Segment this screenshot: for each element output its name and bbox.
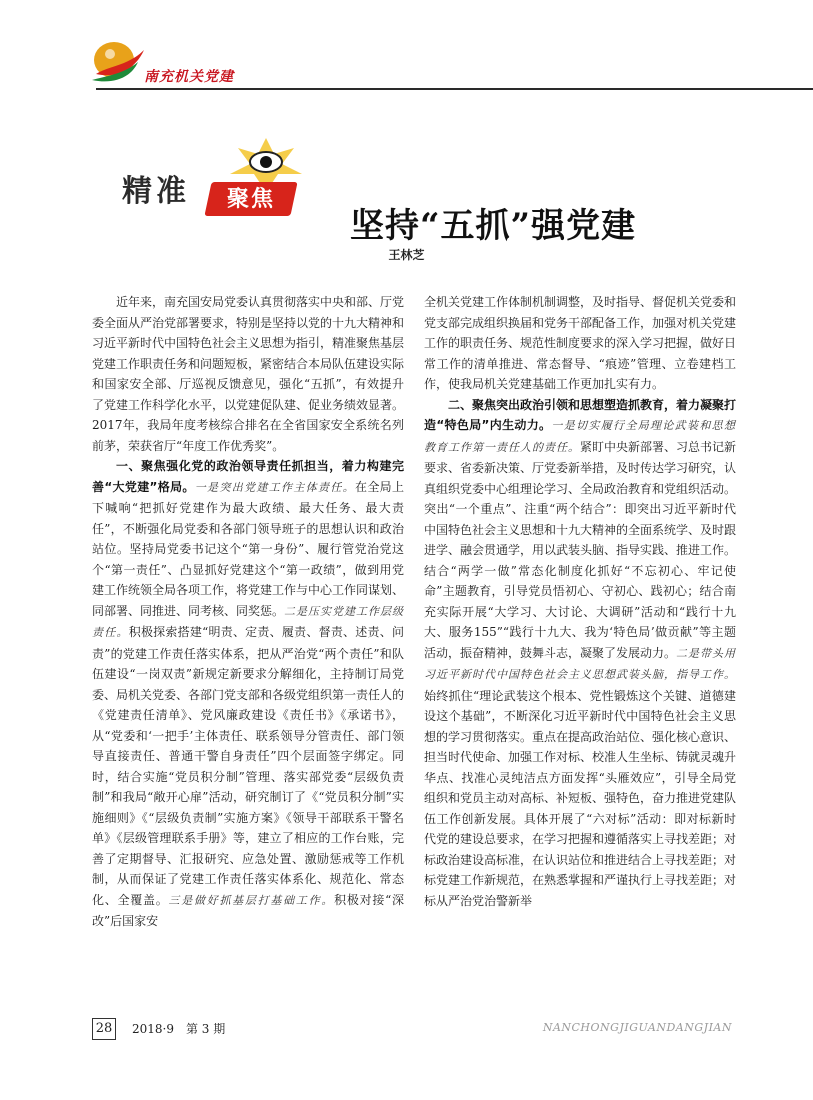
- party-emblem-logo: [88, 36, 148, 88]
- paragraph: 二、聚焦突出政治引领和思想塑造抓教育，着力凝聚打造“特色局”内生动力。一是切实履行全局理论武装和思想教育工作第一责任人的责任。紧盯中央新部署、习总书记新要求、省委新决策、厅党委新举措，及时传达学习研究，认真组织党委中心组理论学习、全局政治教育和党组织活动。突出“一个重点”、注重“两个结合”：即突出习近平新时代中国特色社会主义思想和十九大精神的全面系统学、及时跟进学、融会贯通学，用以武装头脑、指导实践、推进工作。结合“两学一做”常态化制度化抓好“不忘初心、牢记使命”主题教育，引导党员悟初心、守初心、践初心；结合南充实际开展“大学习、大讨论、大调研”活动和“践行十九大、服务155”“践行十九大、我为‘特色局’做贡献”等主题活动，振奋精神，鼓舞斗志，凝聚了发展动力。二是带头用习近平新时代中国特色社会主义思想武装头脑，指导工作。始终抓住“理论武装这个根本、党性锻炼这个关键、道德建设这个基础”，不断深化习近平新时代中国特色社会主义思想的学习贯彻落实。重点在提高政治站位、强化核心意识、担当时代使命、加强工作对标、校准人生坐标、铸就灵魂升华点、找准心灵纯洁点方面发挥“头雁效应”，引导全局党组织和党员主动对高标、补短板、强特色，奋力推进党建队伍工作创新发展。具体开展了“六对标”活动：即对标新时代党的建设总要求，在学习把握和遵循落实上寻找差距；对标政治建设高标准，在认识站位和推进结合上寻找差距；对标党建工作新规范，在熟悉掌握和严谨执行上寻找差距；对标从严治党治警新举: [424, 397, 737, 908]
- page-footer: [92, 1018, 732, 1042]
- paragraph: 一、聚焦强化党的政治领导责任抓担当，着力构建完善“大党建”格局。一是突出党建工作主体责任。在全局上下喊响“把抓好党建作为最大政绩、最大任务、最大责任”，不断强化局党委和各部门领导班子的思想认识和政治站位。坚持局党委书记这个“第一身份”、履行管党治党这个“第一责任”、凸显抓好党建这个“第一政绩”，做到用党建工作统领全局各项工作，将党建工作与中心工作同谋划、同部署、同推进、同考核、同奖惩。二是压实党建工作层级责任。积极探索搭建“明责、定责、履责、督责、述责、问责”的党建工作责任落实体系，把从严治党“两个责任”和队伍建设“一岗双责”新规定新要求分解细化，主持制订局党委、局机关党委、各部门党支部和各级党组织第一责任人的《党建责任清单》、党风廉政建设《责任书》《承诺书》，从“党委和‘一把手’主体责任、联系领导分管责任、部门领导直接责任、普通干警自身责任”四个层面签字绑定。同时，结合实施“党员积分制”管理、落实部党委“层级负责制”和我局“敞开心扉”活动，研究制订了《“党员积分制”实施细则》《“层级负责制”实施方案》《领导干部联系干警名单》《层级管理联系手册》等，建立了相应的工作台账，完善了定期督导、汇报研究、应急处置、激励惩戒等工作机制，从而保证了党建工作责任落实体系化、规范化、常态化、全覆盖。三是做好抓基层打基础工作。积极对接“深改”后国家安: [92, 459, 405, 928]
- sub-point: 二是带头用习近平新时代中国特色社会主义思想武装头脑，指导工作。: [424, 646, 737, 681]
- body-column-left: [92, 292, 404, 932]
- sub-point: 二是压实党建工作层级责任。: [92, 604, 405, 639]
- column-name: 精准: [122, 174, 190, 209]
- paragraph: 近年来，南充国安局党委认真贯彻落实中央和部、厅党委全面从严治党部署要求，特别是坚持以党的十九大精神和习近平新时代中国特色社会主义思想为指引，精准聚焦基层党建工作职责任务和问题短板，紧密结合本局队伍建设实际和国家安全部、厅巡视反馈意见，强化“五抓”，有效提升了党建工作科学化水平，以党建促队建、促业务绩效显著。2017年，我局年度考核综合排名在全省国家安全系统名列前茅，荣获省厅“年度工作优秀奖”。: [92, 295, 405, 453]
- issue-info: 2018·9 第 3 期: [132, 1022, 226, 1036]
- section-heading: 二、聚焦突出政治引领和思想塑造抓教育，着力凝聚打造“特色局”内生动力。: [424, 397, 737, 432]
- masthead-title: 南充机关党建: [144, 69, 234, 85]
- page-number: 28: [92, 1018, 116, 1040]
- focus-badge: 聚焦: [204, 182, 297, 216]
- page-header: [88, 36, 813, 96]
- sub-point: 一是切实履行全局理论武装和思想教育工作第一责任人的责任。: [424, 419, 736, 454]
- sub-point: 一是突出党建工作主体责任。: [194, 480, 355, 494]
- sub-point: 三是做好抓基层打基础工作。: [168, 893, 335, 907]
- paragraph: 全机关党建工作体制机制调整，及时指导、督促机关党委和党支部完成组织换届和党务干部配备工作，加强对机关党建工作的职责任务、规范性制度要求的深入学习把握，做好日常工作的清单推进、常态督导、“痕迹”管理、立卷建档工作，使我局机关党建基础工作更加扎实有力。: [424, 295, 737, 391]
- article-author: 王林芝: [388, 248, 425, 262]
- header-divider: [96, 88, 813, 90]
- section-heading: 一、聚焦强化党的政治领导责任抓担当，着力构建完善“大党建”格局。: [92, 459, 404, 494]
- journal-name-en: NANCHONGJIGUANDANGJIAN: [542, 1021, 732, 1034]
- article-title-block: [110, 120, 710, 260]
- article-title: 坚持“五抓”强党建: [350, 206, 637, 246]
- body-column-right: [424, 292, 736, 911]
